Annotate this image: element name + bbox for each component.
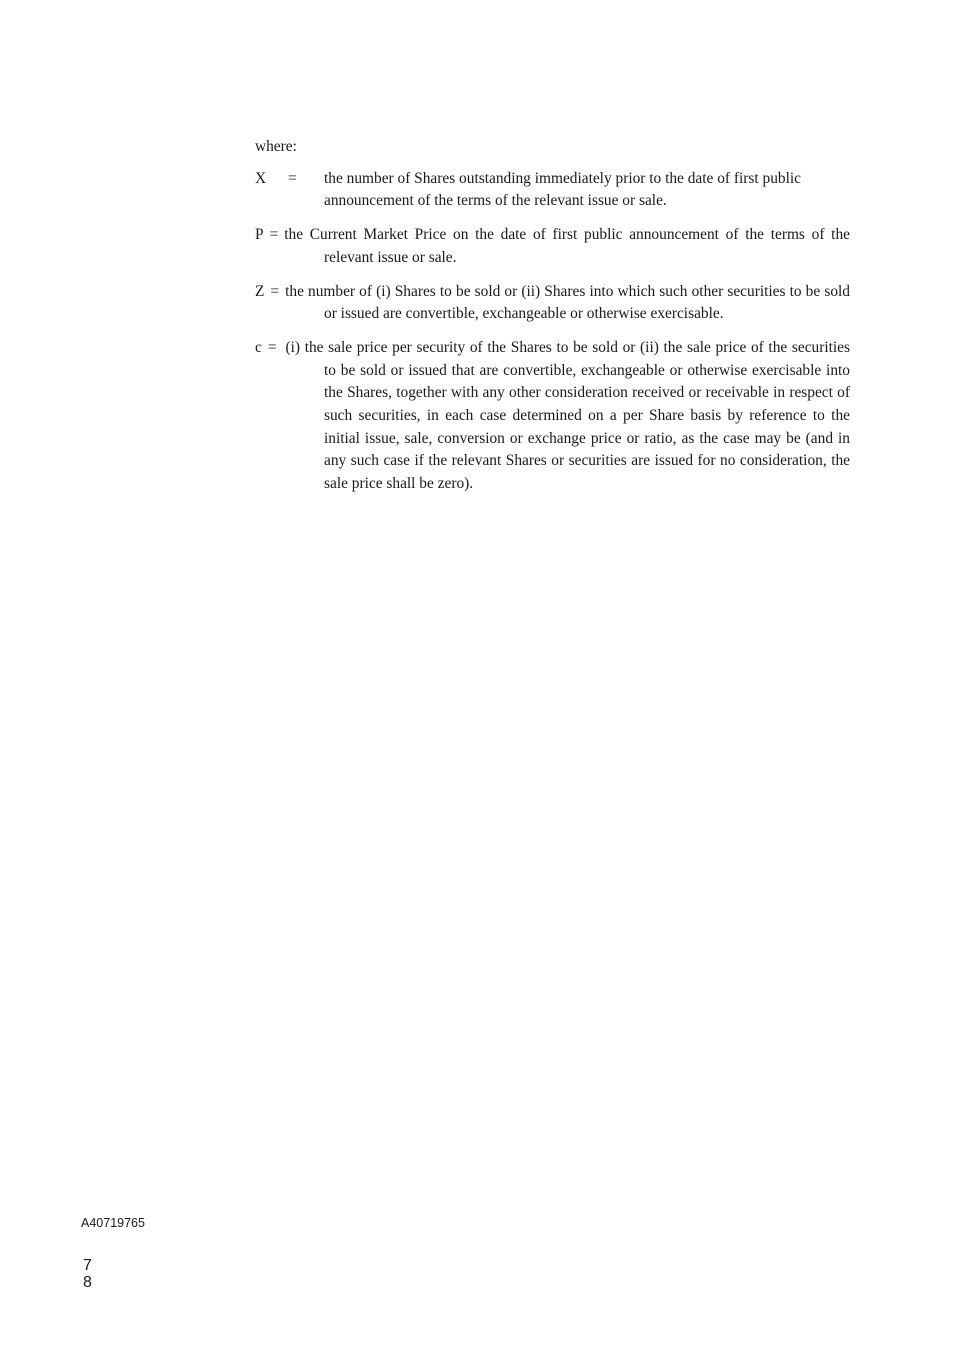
definition-text: the number of (i) Shares to be sold or (ii) Shares into which such other securities to be sold or issued are convertible, exchangeable or otherwise exercisable. bbox=[285, 282, 850, 323]
definition-c bbox=[255, 337, 850, 496]
equals-sign: = bbox=[267, 338, 277, 356]
equals-sign: = bbox=[288, 169, 297, 187]
document-body bbox=[255, 136, 850, 507]
definition-x bbox=[255, 168, 850, 213]
definition-symbol: P bbox=[255, 226, 264, 244]
equals-sign: = bbox=[270, 282, 280, 300]
page-number bbox=[83, 1257, 103, 1291]
definition-text: the number of Shares outstanding immediately prior to the date of first public announcement of the terms of the relevant issue or sale. bbox=[324, 169, 801, 210]
definition-z bbox=[255, 281, 850, 326]
definition-symbol: c bbox=[255, 338, 262, 356]
definition-text: (i) the sale price per security of the Shares to be sold or (ii) the sale price of the securities to be sold or issued that are convertible, exchangeable or otherwise exercisable into the Shares, together with any other consideration received or receivable in respect of such securities, in each case determined on a per Share basis by reference to the initial issue, sale, conversion or exchange price or ratio, as the case may be (and in any such case if the relevant Shares or securities are issued for no consideration, the sale price shall be zero). bbox=[285, 338, 850, 493]
page-number-text: 7 8 bbox=[83, 1257, 92, 1291]
definition-symbol: X bbox=[255, 169, 267, 187]
equals-sign: = bbox=[269, 226, 279, 244]
definition-p bbox=[255, 224, 850, 269]
intro-text: where: bbox=[255, 138, 297, 155]
document-reference: A40719765 bbox=[81, 1216, 145, 1230]
definition-text: the Current Market Price on the date of first public announcement of the terms of the relevant issue or sale. bbox=[284, 226, 850, 266]
definition-symbol: Z bbox=[255, 282, 265, 300]
